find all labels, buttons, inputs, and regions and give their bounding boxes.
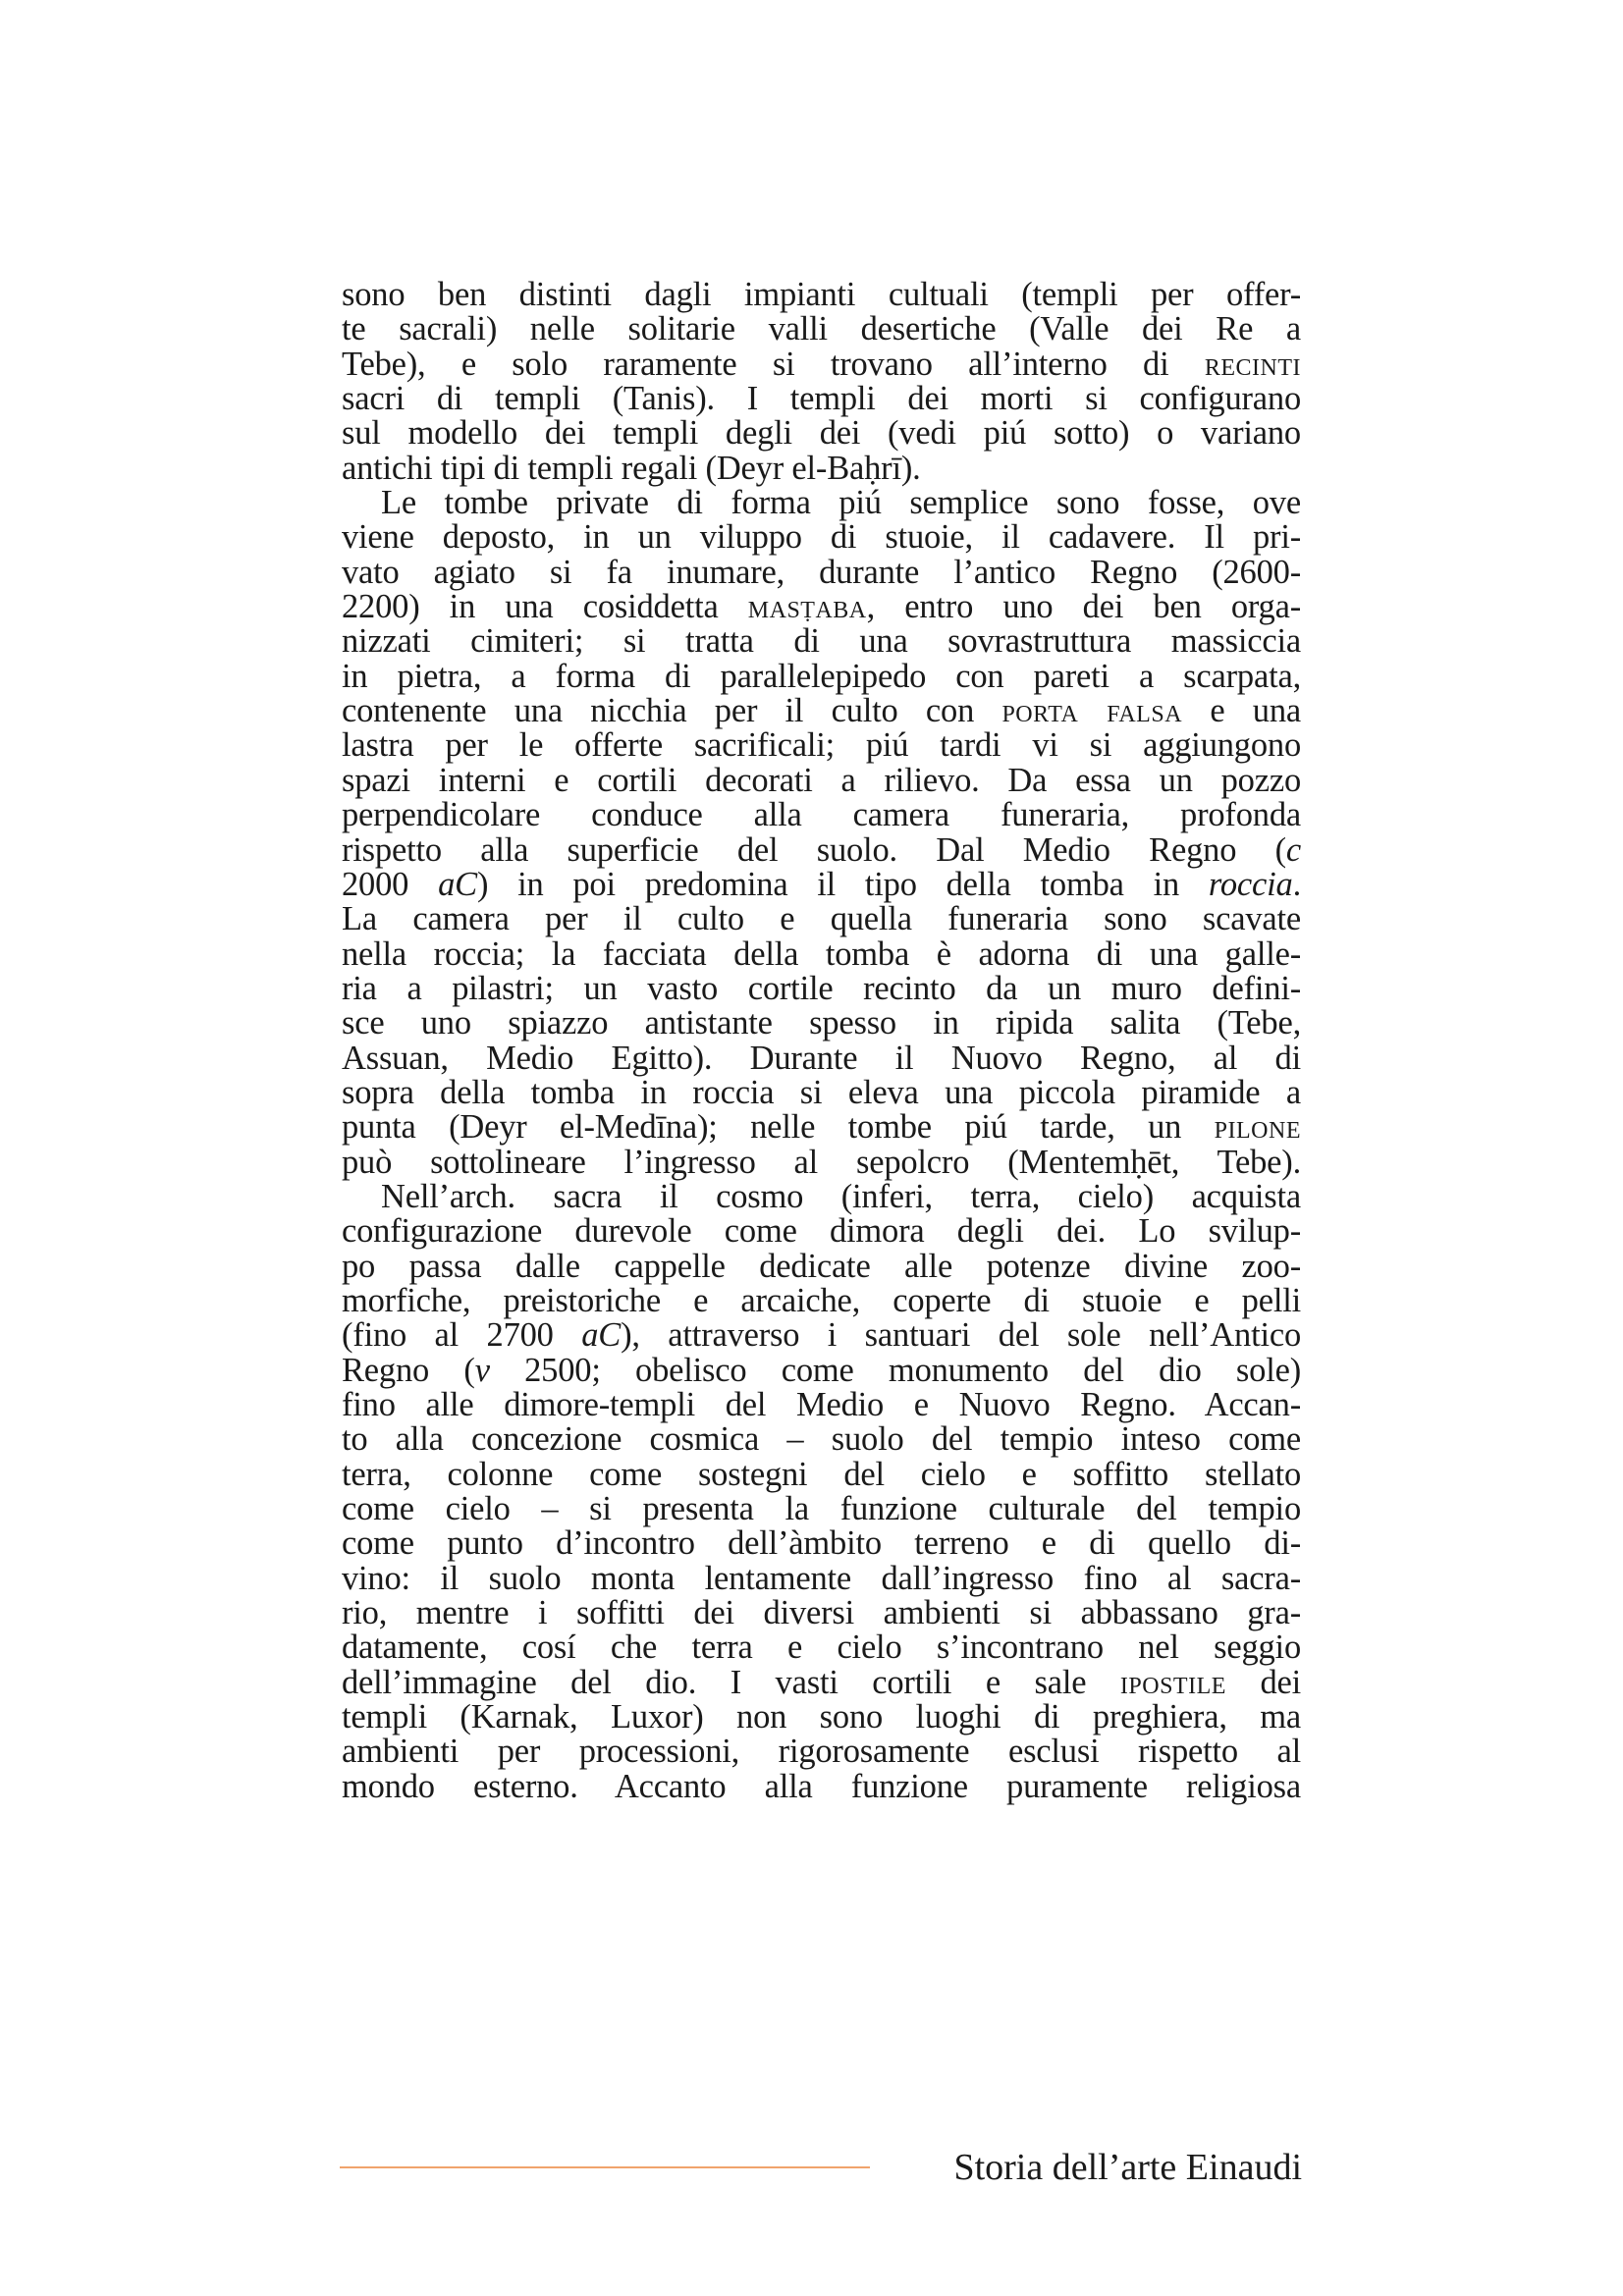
text-line xyxy=(342,1143,1301,1181)
text-run: . xyxy=(1292,865,1301,903)
cross-reference-term: ipostile xyxy=(1119,1663,1226,1701)
text-line xyxy=(342,934,1301,973)
italic-text: v xyxy=(474,1351,490,1389)
text-line xyxy=(342,1767,1301,1805)
body-text xyxy=(342,278,1301,1804)
text-line xyxy=(342,969,1301,1007)
text-run: viene deposto, in un viluppo di stuoie, il cadavere. Il pri- xyxy=(342,518,1301,557)
text-run: ), attraverso i santuari del sole nell’Antico xyxy=(621,1316,1301,1355)
text-run: Assuan, Medio Egitto). Durante il Nuovo Regno, al di xyxy=(342,1039,1301,1077)
text-run: to alla concezione cosmica – suolo del tempio inteso come xyxy=(342,1420,1301,1459)
text-run: Le tombe private di forma piú semplice sono fosse, ove xyxy=(381,484,1301,522)
text-run: può sottolineare l’ingresso al sepolcro (Mentemḥēt, Tebe). xyxy=(342,1143,1301,1181)
text-run: spazi interni e cortili decorati a rilievo. Da essa un pozzo xyxy=(342,761,1301,799)
text-line xyxy=(342,278,1301,312)
text-run: dei xyxy=(1225,1663,1301,1701)
text-run: Regno ( xyxy=(342,1351,475,1389)
text-run: antichi tipi di templi regali (Deyr el-Baḥrī). xyxy=(342,449,921,487)
text-run: 2200) in una cosiddetta xyxy=(342,588,748,626)
text-line xyxy=(342,1455,1301,1493)
text-line xyxy=(342,798,1301,832)
text-line xyxy=(342,1559,1301,1597)
text-run: vino: il suolo monta lentamente dall’ingresso fino al sacra- xyxy=(342,1559,1301,1597)
text-run: punta (Deyr el-Medīna); nelle tombe piú tarde, un xyxy=(342,1108,1215,1147)
text-run: fino alle dimore-templi del Medio e Nuovo Regno. Accan- xyxy=(342,1386,1301,1423)
text-run: contenente una nicchia per il culto con xyxy=(342,692,1002,730)
text-run: po passa dalle cappelle dedicate alle potenze divine zoo- xyxy=(342,1247,1301,1285)
text-line xyxy=(342,1663,1301,1701)
text-run: sono ben distinti dagli impianti cultuali (templi per offer- xyxy=(342,276,1301,313)
text-line xyxy=(342,830,1301,869)
text-line xyxy=(342,865,1301,903)
italic-text: c xyxy=(1285,830,1301,869)
text-line xyxy=(342,1596,1301,1630)
text-line xyxy=(342,1318,1301,1353)
text-line xyxy=(342,1735,1301,1769)
text-run: in pietra, a forma di parallelepipedo con pareti a scarpata, xyxy=(342,657,1301,695)
cross-reference-term: recinti xyxy=(1204,345,1301,383)
text-line xyxy=(342,1388,1301,1422)
text-run: sopra della tomba in roccia si eleva una piccola piramide a xyxy=(342,1073,1301,1111)
text-run: lastra per le offerte sacrificali; piú tardi vi si aggiungono xyxy=(342,726,1301,765)
text-run: datamente, cosí che terra e cielo s’incontrano nel seggio xyxy=(342,1629,1301,1667)
text-run: come cielo – si presenta la funzione culturale del tempio xyxy=(342,1490,1301,1528)
text-line xyxy=(342,694,1301,728)
text-run: rio, mentre i soffitti dei diversi ambienti si abbassano gra- xyxy=(342,1594,1301,1632)
text-line xyxy=(342,590,1301,624)
text-line xyxy=(342,1073,1301,1111)
text-line xyxy=(342,1041,1301,1076)
text-line xyxy=(342,657,1301,695)
italic-text: aC xyxy=(581,1316,622,1355)
italic-text: roccia xyxy=(1208,865,1293,903)
text-line xyxy=(342,1526,1301,1561)
text-line xyxy=(342,449,1301,487)
text-run: mondo esterno. Accanto alla funzione puramente religiosa xyxy=(342,1767,1301,1805)
text-line xyxy=(342,1422,1301,1457)
text-line xyxy=(342,1247,1301,1285)
text-run: 2500; obelisco come monumento del dio sole) xyxy=(489,1351,1301,1389)
text-run: Tebe), e solo raramente si trovano all’interno di xyxy=(342,345,1205,383)
text-run: morfiche, preistoriche e arcaiche, coperte di stuoie e pelli xyxy=(342,1281,1301,1319)
text-run: templi (Karnak, Luxor) non sono luoghi di preghiera, ma xyxy=(342,1698,1301,1736)
text-run: vato agiato si fa inumare, durante l’antico Regno (2600- xyxy=(342,553,1301,591)
italic-text: aC xyxy=(438,865,477,903)
text-line xyxy=(342,1700,1301,1735)
text-line xyxy=(342,1351,1301,1389)
text-run: sce uno spiazzo antistante spesso in ripida salita (Tebe, xyxy=(342,1004,1301,1042)
text-line xyxy=(342,312,1301,347)
text-line xyxy=(342,1492,1301,1526)
cross-reference-term: pilone xyxy=(1214,1108,1301,1147)
text-run: terra, colonne come sostegni del cielo e soffitto stellato xyxy=(342,1455,1301,1493)
text-line xyxy=(342,1006,1301,1041)
text-run: configurazione durevole come dimora degli dei. Lo svilup- xyxy=(342,1212,1301,1251)
text-line xyxy=(342,347,1301,382)
text-run: ) in poi predomina il tipo della tomba in xyxy=(476,865,1209,903)
text-run: te sacrali) nelle solitarie valli desertiche (Valle dei Re a xyxy=(342,310,1301,348)
text-run: come punto d’incontro dell’àmbito terreno e di quello di- xyxy=(342,1524,1301,1563)
text-run: nizzati cimiteri; si tratta di una sovrastruttura massiccia xyxy=(342,622,1301,661)
text-line xyxy=(342,1177,1301,1215)
text-run: nella roccia; la facciata della tomba è adorna di una galle- xyxy=(342,934,1301,973)
text-line xyxy=(342,382,1301,416)
text-line xyxy=(342,1281,1301,1319)
text-line xyxy=(342,520,1301,555)
text-line xyxy=(342,624,1301,659)
text-line xyxy=(342,1214,1301,1249)
text-run: ria a pilastri; un vasto cortile recinto da un muro defini- xyxy=(342,969,1301,1007)
text-run: sacri di templi (Tanis). I templi dei morti si configurano xyxy=(342,380,1301,418)
text-line xyxy=(342,553,1301,591)
text-run: 2000 xyxy=(342,865,439,903)
text-line xyxy=(342,1630,1301,1665)
text-line xyxy=(342,416,1301,451)
text-run: , entro uno dei ben orga- xyxy=(866,588,1301,626)
text-run: dell’immagine del dio. I vasti cortili e sale xyxy=(342,1663,1120,1701)
text-run: rispetto alla superficie del suolo. Dal Medio Regno ( xyxy=(342,830,1286,869)
text-line xyxy=(342,761,1301,799)
cross-reference-term: porta falsa xyxy=(1001,692,1183,730)
text-line xyxy=(342,486,1301,520)
text-run: e una xyxy=(1182,692,1301,730)
text-run: (fino al 2700 xyxy=(342,1316,582,1355)
footer-publication-title: Storia dell’arte Einaudi xyxy=(953,2147,1302,2188)
text-run: Nell’arch. sacra il cosmo (inferi, terra, cielo) acquista xyxy=(381,1177,1301,1215)
text-run: ambienti per processioni, rigorosamente esclusi rispetto al xyxy=(342,1733,1301,1771)
text-line xyxy=(342,902,1301,936)
text-line xyxy=(342,1110,1301,1145)
text-run: sul modello dei templi degli dei (vedi piú sotto) o variano xyxy=(342,414,1301,453)
text-run: perpendicolare conduce alla camera funeraria, profonda xyxy=(342,796,1301,834)
footer-rule xyxy=(340,2166,870,2168)
cross-reference-term: masṭaba xyxy=(747,588,867,626)
text-run: La camera per il culto e quella funeraria sono scavate xyxy=(342,900,1301,938)
text-line xyxy=(342,728,1301,763)
